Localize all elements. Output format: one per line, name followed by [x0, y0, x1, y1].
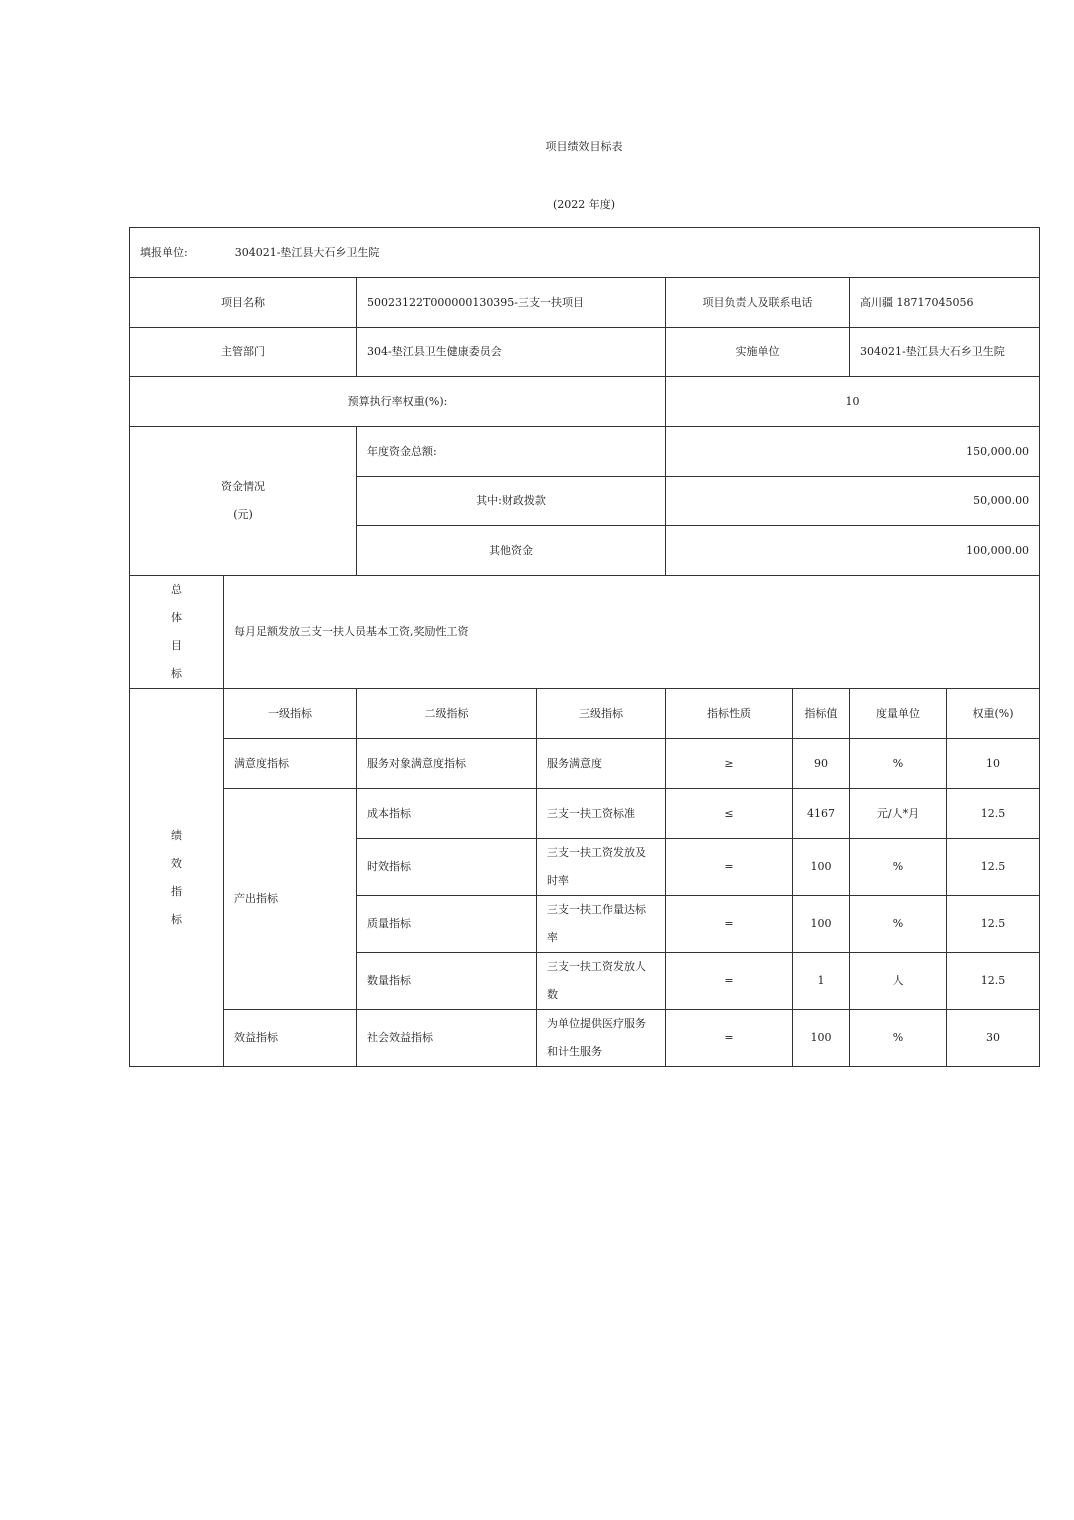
output-level2: 数量指标 [357, 953, 537, 1010]
project-name-label: 项目名称 [130, 278, 357, 328]
contact-value: 高川疆 18717045056 [850, 278, 1040, 328]
funds-total-label: 年度资金总额: [357, 427, 666, 477]
funds-other-label: 其他资金 [357, 526, 666, 576]
table-row [130, 789, 1040, 839]
benefit-level3: 为单位提供医疗服务和计生服务 [537, 1010, 666, 1067]
output-level3: 三支一扶工资标准 [537, 789, 666, 839]
output-value: 4167 [793, 789, 850, 839]
performance-target-table [129, 227, 1040, 1067]
output-nature: = [666, 839, 793, 896]
output-unit: % [850, 839, 947, 896]
page-title: 项目绩效目标表 [545, 140, 623, 153]
dept-value: 304-垫江县卫生健康委员会 [357, 328, 666, 377]
output-weight: 12.5 [947, 789, 1040, 839]
benefit-value: 100 [793, 1010, 850, 1067]
output-unit: 人 [850, 953, 947, 1010]
output-level2: 时效指标 [357, 839, 537, 896]
output-value: 1 [793, 953, 850, 1010]
header-nature: 指标性质 [666, 689, 793, 739]
indicators-label-char: 效 [171, 856, 182, 870]
impl-unit-label: 实施单位 [666, 328, 850, 377]
output-nature: = [666, 896, 793, 953]
unit-row [130, 228, 1040, 278]
funds-fiscal-label: 其中:财政拨款 [357, 477, 666, 526]
output-level3: 三支一扶工资发放人数 [537, 953, 666, 1010]
benefit-unit: % [850, 1010, 947, 1067]
benefit-weight: 30 [947, 1010, 1040, 1067]
header-weight: 权重(%) [947, 689, 1040, 739]
header-level1: 一级指标 [224, 689, 357, 739]
funds-total-row [130, 427, 1040, 477]
report-year: (2022 年度) [552, 198, 616, 211]
indicators-label [130, 689, 224, 1067]
contact-label: 项目负责人及联系电话 [666, 278, 850, 328]
output-level2: 成本指标 [357, 789, 537, 839]
budget-rate-label: 预算执行率权重(%): [130, 377, 666, 427]
header-level3: 三级指标 [537, 689, 666, 739]
overall-goal-row [130, 576, 1040, 689]
output-unit: % [850, 896, 947, 953]
indicators-label-char: 绩 [171, 828, 182, 842]
funds-other-value: 100,000.00 [666, 526, 1040, 576]
output-level2: 质量指标 [357, 896, 537, 953]
satisfaction-level2: 服务对象满意度指标 [357, 739, 537, 789]
budget-rate-value: 10 [666, 377, 1040, 427]
indicator-header-row [130, 689, 1040, 739]
funds-label-cell [130, 427, 357, 576]
output-unit: 元/人*月 [850, 789, 947, 839]
funds-total-value: 150,000.00 [666, 427, 1040, 477]
benefit-level1: 效益指标 [224, 1010, 357, 1067]
overall-goal-text: 每月足额发放三支一扶人员基本工资,奖励性工资 [224, 576, 1040, 689]
output-value: 100 [793, 839, 850, 896]
satisfaction-level3: 服务满意度 [537, 739, 666, 789]
unit-label: 填报单位: [140, 245, 188, 259]
header-value: 指标值 [793, 689, 850, 739]
output-weight: 12.5 [947, 896, 1040, 953]
satisfaction-unit: % [850, 739, 947, 789]
output-level3: 三支一扶工资发放及时率 [537, 839, 666, 896]
funds-unit: (元) [233, 508, 253, 521]
output-weight: 12.5 [947, 839, 1040, 896]
table-row [130, 739, 1040, 789]
indicators-label-char: 标 [171, 912, 182, 926]
unit-value: 304021-垫江县大石乡卫生院 [234, 245, 380, 259]
project-row [130, 278, 1040, 328]
funds-fiscal-value: 50,000.00 [666, 477, 1040, 526]
output-nature: ≤ [666, 789, 793, 839]
satisfaction-nature: ≥ [666, 739, 793, 789]
goal-label-char: 总 [171, 583, 182, 596]
satisfaction-level1: 满意度指标 [224, 739, 357, 789]
unit-cell [130, 228, 1040, 278]
goal-label-char: 体 [171, 611, 182, 624]
department-row [130, 328, 1040, 377]
satisfaction-weight: 10 [947, 739, 1040, 789]
indicators-label-char: 指 [171, 884, 182, 898]
benefit-level2: 社会效益指标 [357, 1010, 537, 1067]
impl-unit-value: 304021-垫江县大石乡卫生院 [850, 328, 1040, 377]
satisfaction-value: 90 [793, 739, 850, 789]
output-level3: 三支一扶工作量达标率 [537, 896, 666, 953]
output-weight: 12.5 [947, 953, 1040, 1010]
funds-label: 资金情况 [221, 480, 265, 493]
budget-rate-row [130, 377, 1040, 427]
table-row [130, 1010, 1040, 1067]
output-nature: = [666, 953, 793, 1010]
goal-label-char: 目 [171, 639, 182, 652]
overall-goal-label [130, 576, 224, 689]
output-level1: 产出指标 [224, 789, 357, 1010]
header-unit: 度量单位 [850, 689, 947, 739]
project-name-value: 50023122T000000130395-三支一扶项目 [357, 278, 666, 328]
header-level2: 二级指标 [357, 689, 537, 739]
output-value: 100 [793, 896, 850, 953]
goal-label-char: 标 [171, 667, 182, 680]
dept-label: 主管部门 [130, 328, 357, 377]
benefit-nature: = [666, 1010, 793, 1067]
